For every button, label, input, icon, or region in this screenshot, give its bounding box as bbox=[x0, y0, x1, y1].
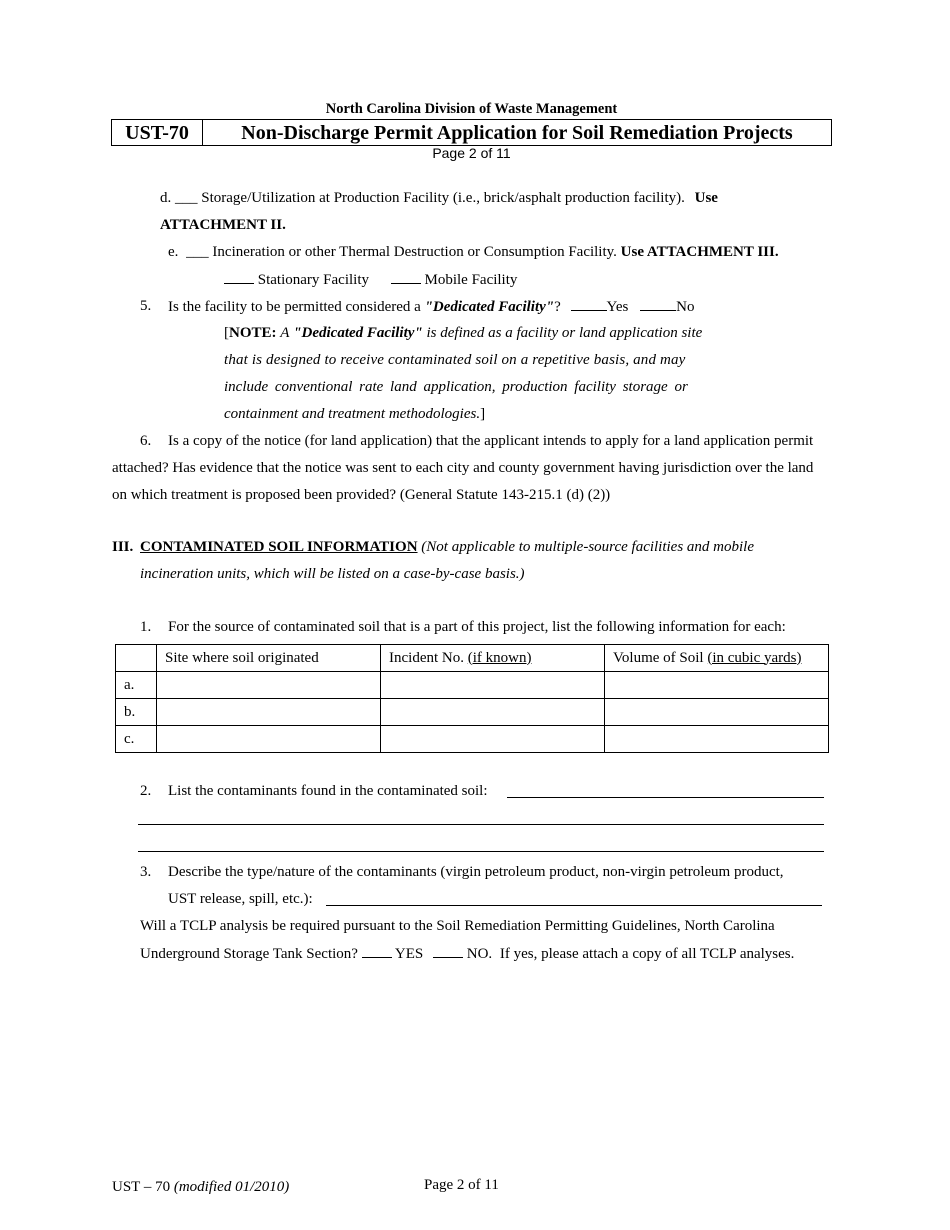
section-3-note-line-2: incineration units, which will be listed on a case-by-case basis.) bbox=[140, 566, 525, 582]
note-term: "Dedicated Facility" bbox=[293, 325, 423, 341]
site-cell[interactable] bbox=[157, 699, 381, 726]
item-e-blank[interactable]: ___ bbox=[186, 244, 209, 260]
form-code: UST-70 bbox=[112, 120, 203, 145]
page-number-top: Page 2 of 11 bbox=[432, 145, 511, 161]
question-6-line-1: Is a copy of the notice (for land application) that the applicant intends to apply for a land application permit bbox=[168, 433, 814, 449]
note-a: A bbox=[280, 325, 290, 341]
form-title: Non-Discharge Permit Application for Soil Remediation Projects bbox=[241, 122, 793, 144]
table-header-site: Site where soil originated bbox=[157, 645, 381, 672]
table-row bbox=[116, 672, 829, 699]
note-close-bracket: ] bbox=[480, 406, 486, 422]
tclp-no-label: NO. bbox=[466, 946, 493, 962]
question-5-no-label: No bbox=[676, 299, 695, 315]
question-6-number: 6. bbox=[140, 433, 152, 449]
volume-label: Volume of Soil bbox=[613, 649, 704, 666]
item-e-text: Incineration or other Thermal Destruction or Consumption Facility. bbox=[212, 244, 617, 260]
note-line4-text: containment and treatment methodologies. bbox=[224, 406, 481, 422]
tclp-instruction: If yes, please attach a copy of all TCLP analyses. bbox=[499, 946, 795, 962]
site-cell[interactable] bbox=[157, 726, 381, 753]
tclp-yes-blank[interactable] bbox=[362, 945, 392, 958]
site-cell[interactable] bbox=[157, 672, 381, 699]
volume-cell[interactable] bbox=[605, 699, 829, 726]
table-header-volume bbox=[605, 645, 829, 672]
note-line-1 bbox=[224, 325, 702, 342]
item-d-use: Use bbox=[694, 190, 718, 206]
section-3-heading-line bbox=[140, 539, 754, 556]
note-line-2: that is designed to receive contaminated soil on a repetitive basis, and may bbox=[224, 352, 686, 368]
table-row bbox=[116, 726, 829, 753]
tclp-question: Underground Storage Tank Section? bbox=[140, 946, 358, 962]
question-5-yes-blank[interactable] bbox=[571, 298, 607, 311]
section-3-q2-text: List the contaminants found in the contaminated soil: bbox=[168, 783, 488, 799]
question-5-qmark: ? bbox=[554, 299, 561, 315]
section-3-roman: III. bbox=[112, 539, 134, 555]
footer-form-id bbox=[112, 1179, 289, 1196]
tclp-no-blank[interactable] bbox=[433, 945, 463, 958]
row-label: a. bbox=[116, 672, 157, 699]
section-3-q1-text: For the source of contaminated soil that is a part of this project, list the following information for each: bbox=[168, 619, 786, 635]
question-5-term: "Dedicated Facility" bbox=[424, 299, 555, 315]
row-label: b. bbox=[116, 699, 157, 726]
question-5-text: Is the facility to be permitted considered a bbox=[168, 299, 421, 315]
tclp-line-1: Will a TCLP analysis be required pursuant to the Soil Remediation Permitting Guidelines, North Carolina bbox=[140, 918, 775, 934]
question-5-yes-label: Yes bbox=[606, 299, 629, 315]
incident-cell[interactable] bbox=[381, 699, 605, 726]
section-3-heading: CONTAMINATED SOIL INFORMATION bbox=[140, 539, 418, 555]
item-d bbox=[160, 190, 718, 207]
item-d-blank[interactable]: ___ bbox=[175, 190, 198, 206]
table-row bbox=[116, 699, 829, 726]
contaminants-answer-line-2[interactable] bbox=[138, 824, 824, 825]
section-3-q3-number: 3. bbox=[140, 864, 152, 880]
item-d-letter: d. bbox=[160, 190, 172, 206]
item-e-options bbox=[224, 271, 517, 289]
item-d-attachment: ATTACHMENT II. bbox=[160, 217, 286, 233]
section-3-note-line-1: (Not applicable to multiple-source facilities and mobile bbox=[421, 539, 755, 555]
footer-form: UST – 70 bbox=[112, 1179, 171, 1195]
item-d-text: Storage/Utilization at Production Facility (i.e., brick/asphalt production facility). bbox=[201, 190, 685, 206]
contaminant-type-answer-line[interactable] bbox=[326, 905, 822, 906]
note-line-4 bbox=[224, 406, 485, 423]
section-3-q3-line-2: UST release, spill, etc.): bbox=[168, 891, 313, 907]
footer-page-number: Page 2 of 11 bbox=[424, 1177, 499, 1193]
item-e-letter: e. bbox=[168, 244, 179, 260]
tclp-line-2 bbox=[140, 945, 794, 963]
section-3-q3-line-1: Describe the type/nature of the contaminants (virgin petroleum product, non-virgin petroleum product, bbox=[168, 864, 784, 880]
section-3-q2-number: 2. bbox=[140, 783, 152, 799]
tclp-yes-label: YES bbox=[394, 946, 424, 962]
volume-cell[interactable] bbox=[605, 726, 829, 753]
note-line1-text: is defined as a facility or land application site bbox=[426, 325, 703, 341]
footer-modified: (modified 01/2010) bbox=[173, 1179, 290, 1195]
item-e-use-attachment: Use ATTACHMENT III. bbox=[620, 244, 779, 260]
contaminants-answer-line-3[interactable] bbox=[138, 851, 824, 852]
note-open-bracket: [ bbox=[224, 325, 229, 341]
table-header-row bbox=[116, 645, 829, 672]
question-5 bbox=[168, 298, 694, 316]
incident-note: (if known) bbox=[467, 649, 532, 666]
mobile-facility-blank[interactable] bbox=[391, 271, 421, 284]
incident-cell[interactable] bbox=[381, 726, 605, 753]
table-header-incident bbox=[381, 645, 605, 672]
volume-note: (in cubic yards) bbox=[707, 649, 802, 666]
agency-name: North Carolina Division of Waste Management bbox=[325, 101, 618, 117]
question-6-line-3: on which treatment is proposed been provided? (General Statute 143-215.1 (d) (2)) bbox=[112, 487, 611, 503]
question-5-no-blank[interactable] bbox=[640, 298, 676, 311]
stationary-facility-blank[interactable] bbox=[224, 271, 254, 284]
item-e bbox=[168, 244, 779, 261]
note-label: NOTE: bbox=[229, 325, 277, 341]
form-title-box bbox=[111, 119, 832, 146]
table-header-blank bbox=[116, 645, 157, 672]
note-line-3: include conventional rate land application, production facility storage or bbox=[224, 379, 688, 395]
incident-cell[interactable] bbox=[381, 672, 605, 699]
question-5-number: 5. bbox=[140, 298, 152, 314]
question-6-line-2: attached? Has evidence that the notice was sent to each city and county government having jurisdiction over the land bbox=[112, 460, 814, 476]
section-3-q1-number: 1. bbox=[140, 619, 152, 635]
mobile-facility-label: Mobile Facility bbox=[424, 272, 518, 288]
row-label: c. bbox=[116, 726, 157, 753]
stationary-facility-label: Stationary Facility bbox=[257, 272, 369, 288]
incident-label: Incident No. bbox=[389, 649, 464, 666]
contaminants-answer-line-1[interactable] bbox=[507, 797, 824, 798]
soil-source-table bbox=[115, 644, 829, 753]
volume-cell[interactable] bbox=[605, 672, 829, 699]
